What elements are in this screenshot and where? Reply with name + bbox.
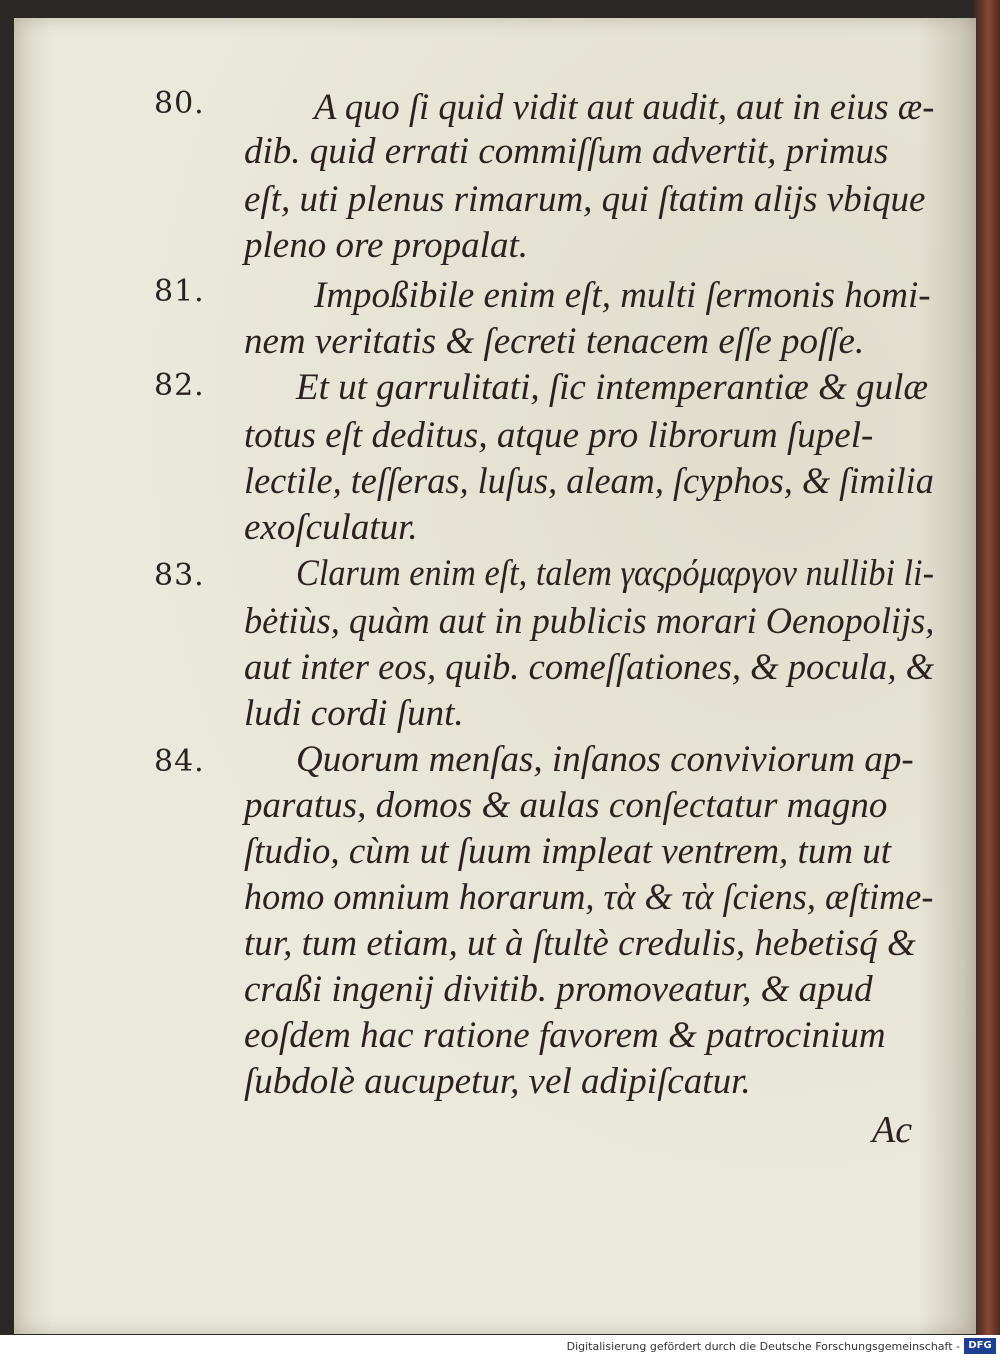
text-line: eſt, uti plenus rimarum, qui ſtatim alijs vbique [244, 179, 926, 220]
footer-bar [0, 1335, 1000, 1359]
text-line: ſubdolè aucupetur, vel adipiſcatur. [244, 1061, 751, 1102]
text-line: nem veritatis & ſecreti tenacem eſſe poſſe. [244, 321, 865, 362]
text-line: craßi ingenij divitib. promoveatur, & apud [244, 969, 873, 1010]
text-line: lectile, teſſeras, luſus, aleam, ſcyphos, & ſimilia [244, 461, 934, 502]
dfg-logo: DFG [964, 1338, 996, 1354]
text-line: tur, tum etiam, ut à ſtultè credulis, hebetisq́ & [244, 923, 916, 964]
paragraph-number: 83. [154, 558, 205, 593]
text-line: homo omnium horarum, τὰ & τὰ ſciens, æſtime- [244, 877, 934, 918]
paragraph-number: 81. [154, 274, 205, 309]
text-line: pleno ore propalat. [244, 225, 528, 266]
catchword: Ac [872, 1109, 913, 1151]
book-page [14, 18, 976, 1334]
text-line: exoſculatur. [244, 507, 418, 548]
text-line: paratus, domos & aulas conſectatur magno [244, 785, 888, 826]
text-line: Quorum menſas, inſanos conviviorum ap- [296, 739, 914, 780]
text-line: eoſdem hac ratione favorem & patrocinium [244, 1015, 886, 1056]
paragraph-number: 82. [154, 368, 205, 403]
text-line: Impoßibile enim eſt, multi ſermonis homi- [314, 275, 931, 316]
text-line: Clarum enim eſt, talem γαςρόμαργον nullibi li- [296, 553, 934, 594]
text-line: aut inter eos, quib. comeſſationes, & pocula, & [244, 647, 935, 688]
footer-credit-text: Digitalisierung gefördert durch die Deutsche Forschungsgemeinschaft - [566, 1340, 960, 1353]
text-line: ſtudio, cùm ut ſuum impleat ventrem, tum ut [244, 831, 892, 872]
book-binding-edge [974, 0, 1000, 1335]
text-line: bėtiùs, quàm aut in publicis morari Oenopolijs, [244, 601, 935, 642]
paragraph-number: 84. [154, 744, 205, 779]
text-line: ludi cordi ſunt. [244, 693, 464, 734]
text-line: dib. quid errati commiſſum advertit, primus [244, 131, 889, 172]
text-line: Et ut garrulitati, ſic intemperantiæ & gulæ [296, 367, 929, 408]
text-line: totus eſt deditus, atque pro librorum ſupel- [244, 415, 874, 456]
paragraph-number: 80. [154, 86, 205, 121]
text-line: A quo ſi quid vidit aut audit, aut in eius æ- [314, 87, 935, 128]
